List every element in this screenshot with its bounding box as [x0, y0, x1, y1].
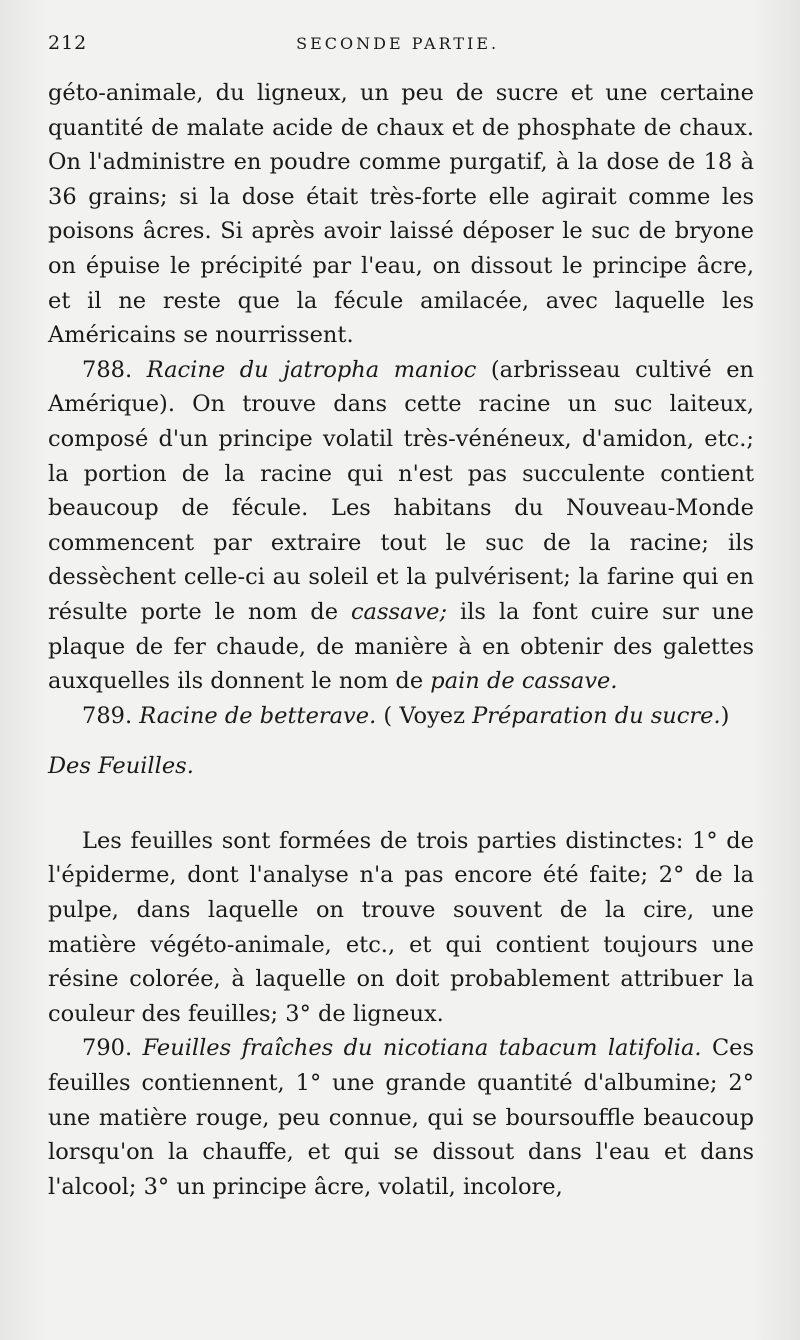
entry-title: Racine du jatropha manioc	[146, 356, 477, 383]
italic-term: cassave;	[350, 598, 448, 625]
paragraph-feuilles: Les feuilles sont formées de trois parties distinctes: 1° de l'épiderme, dont l'analyse n'a pas encore été faite; 2° de la pulpe, dans laquelle on trouve souvent de la cire, une matière végéto-animale, etc., et qui contient toujours une résine colorée, à laquelle on doit probablement attribuer la couleur des feuilles; 3° de ligneux.	[48, 827, 754, 1027]
italic-term: pain de cassave.	[430, 668, 618, 695]
entry-number: 789.	[82, 702, 133, 729]
paragraph-790: 790. Feuilles fraîches du nicotiana tabacum latifolia. Ces feuilles contiennent, 1° une grande quantité d'albumine; 2° une matière rouge, peu connue, qui se boursouffle beaucoup lorsqu'on la chauffe, et qui se dissout dans l'eau et dans l'alcool; 3° un principe âcre, volatil, incolore,	[48, 1035, 755, 1200]
page-number: 212	[48, 32, 88, 54]
running-head	[48, 32, 754, 76]
entry-number: 788.	[82, 356, 133, 383]
page-text	[48, 76, 754, 1204]
paragraph-789: 789. Racine de betterave. ( Voyez Préparation du sucre.)	[82, 702, 730, 729]
section-heading: Des Feuilles.	[48, 753, 194, 780]
paragraph-continued: géto-animale, du ligneux, un peu de sucre et une certaine quantité de malate acide de chaux et de phosphate de chaux. On l'administre en poudre comme purgatif, à la dose de 18 à 36 grains; si la dose était très-forte elle agirait comme les poisons âcres. Si après avoir laissé déposer le suc de bryone on épuise le précipité par l'eau, on dissout le principe âcre, et il ne reste que la fécule amilacée, avec laquelle les Américains se nourrissent.	[48, 80, 754, 349]
cross-reference: Préparation du sucre.	[472, 702, 721, 729]
entry-number: 790.	[82, 1035, 133, 1062]
entry-title: Racine de betterave.	[139, 702, 377, 729]
paragraph-788: 788. Racine du jatropha manioc (arbrisseau cultivé en Amérique). On trouve dans cette racine un suc laiteux, composé d'un principe volatil très-vénéneux, d'amidon, etc.; la portion de la racine qui n'est pas succulente contient beaucoup de fécule. Les habitans du Nouveau-Monde commencent par extraire tout le suc de la racine; ils dessèchent celle-ci au soleil et la pulvérisent; la farine qui en résulte porte le nom de cassave; ils la font cuire sur une plaque de fer chaude, de manière à en obtenir des galettes auxquelles ils donnent le nom de pain de cassave.	[48, 356, 755, 695]
entry-title: Feuilles fraîches du nicotiana tabacum latifolia.	[142, 1035, 702, 1062]
running-title: SECONDE PARTIE.	[296, 34, 500, 53]
